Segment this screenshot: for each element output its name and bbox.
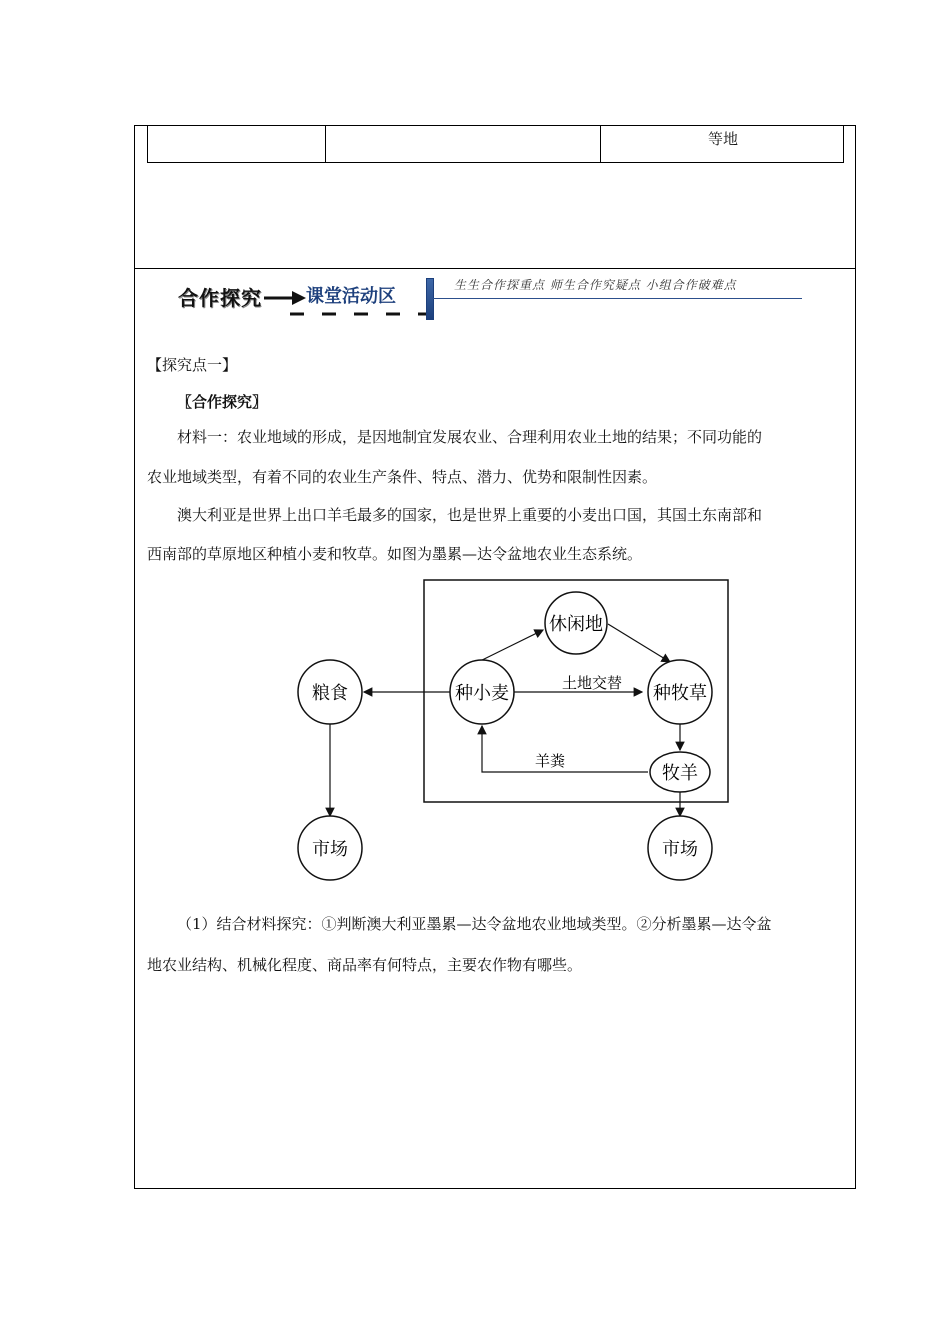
node-fallow-label: 休闲地 [549, 614, 603, 635]
edge-label-manure: 羊粪 [534, 752, 566, 770]
material1-line1: 材料一：农业地域的形成，是因地制宜发展农业、合理利用农业土地的结果；不同功能的 [177, 428, 763, 446]
table-cell-2 [326, 126, 601, 162]
banner-center-title: 课堂活动区 [306, 286, 396, 307]
question1-line1: （1）结合材料探究：①判断澳大利亚墨累—达令盆地农业地域类型。②分析墨累—达令盆 [177, 915, 772, 933]
frame-left-border [134, 125, 135, 1189]
point-title: 【探究点一】 [147, 356, 238, 374]
inner-table-row [147, 125, 844, 163]
node-sheep-label: 牧羊 [662, 763, 698, 784]
table-cell-text: 等地 [708, 130, 739, 148]
banner-dash-decoration [290, 312, 430, 316]
sub-title: 〖合作探究〗 [177, 393, 268, 411]
section-divider [134, 268, 856, 269]
question1-line2: 地农业结构、机械化程度、商品率有何特点，主要农作物有哪些。 [147, 956, 583, 974]
node-wheat-label: 种小麦 [455, 683, 509, 704]
node-market-left-label: 市场 [312, 839, 348, 860]
activity-banner [178, 276, 798, 322]
node-market-right-label: 市场 [662, 839, 698, 860]
banner-left-title: 合作探究 [178, 286, 262, 310]
banner-bar-decoration [426, 278, 434, 320]
material2-line1: 澳大利亚是世界上出口羊毛最多的国家，也是世界上重要的小麦出口国，其国土东南部和 [177, 506, 763, 524]
frame-bottom-border [134, 1188, 856, 1189]
arrow-fallow-to-grass [608, 624, 670, 662]
edge-label-rotation: 土地交替 [561, 674, 623, 692]
node-grain-label: 粮食 [312, 683, 348, 704]
banner-slogan: 生生合作探重点 师生合作究疑点 小组合作破难点 [454, 278, 737, 292]
table-cell-1 [148, 126, 326, 162]
banner-underline [432, 298, 802, 299]
frame-right-border [855, 125, 856, 1189]
material2-line2: 西南部的草原地区种植小麦和牧草。如图为墨累—达令盆地农业生态系统。 [147, 545, 643, 563]
node-grass-label: 种牧草 [653, 683, 707, 704]
agri-ecosystem-diagram [290, 578, 740, 888]
material1-line2: 农业地域类型，有着不同的农业生产条件、特点、潜力、优势和限制性因素。 [147, 468, 658, 486]
